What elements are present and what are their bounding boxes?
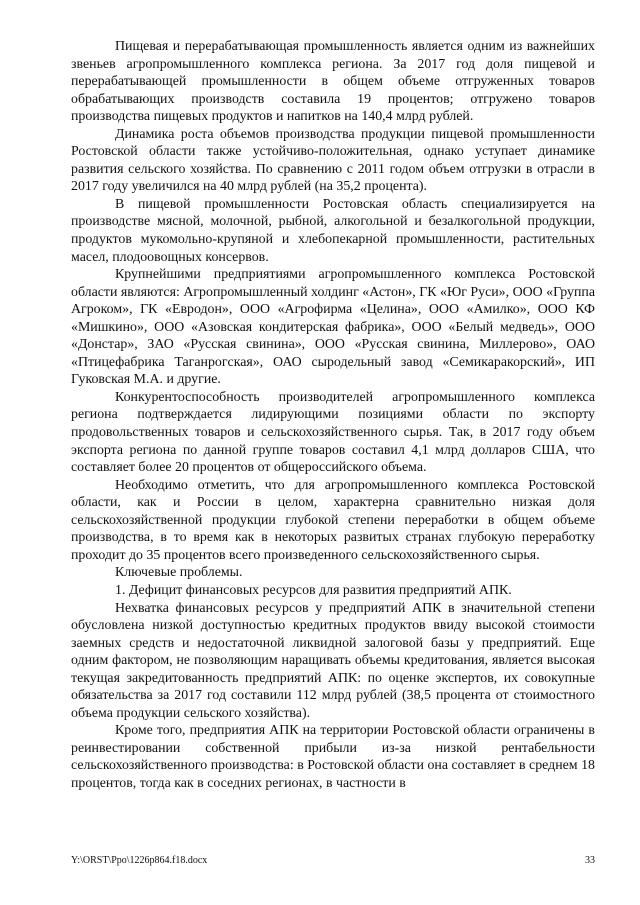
page-number: 33 [585, 855, 595, 866]
paragraph-financial-shortage: Нехватка финансовых ресурсов у предприятий АПК в значительной степени обусловлена низкой доступностью кредитных продуктов ввиду высокой стоимости заемных средств и недостаточной ликвидной залоговой базы у предприятий. Еще одним фактором, не позволяющим наращивать объемы кредитования, является высокая текущая закредитованность предприятий АПК: по оценке экспертов, их совокупные обязательства за 2017 год составили 112 млрд рублей (38,5 процента от стоимостного объема продукции сельского хозяйства). [71, 600, 595, 721]
paragraph-deep-processing: Необходимо отметить, что для агропромышленного комплекса Ростовской области, как и России в целом, характерна сравнительно низкая доля сельскохозяйственной продукции глубокой степени переработки в общем объеме производства, в то время как в некоторых развитых странах глубокую переработку проходит до 35 процентов всего произведенного сельскохозяйственного сырья. [71, 477, 595, 563]
paragraph-food-industry: Пищевая и перерабатывающая промышленность является одним из важнейших звеньев агропромышленного комплекса региона. За 2017 год доля пищевой и перерабатывающей промышленности в общем объеме отгруженных товаров обрабатывающих производств составила 19 процентов; отгружено товаров производства пищевых продуктов и напитков на 140,4 млрд рублей. [71, 39, 595, 125]
paragraph-largest-enterprises: Крупнейшими предприятиями агропромышленного комплекса Ростовской области являются: Агропромышленный холдинг «Астон», ГК «Юг Руси», ООО «Группа Агроком», ГК «Евродон», ООО «Агрофирма «Целина», ООО «Амилко», ООО КФ «Мишкино», ООО «Азовская кондитерская фабрика», ООО «Белый медведь», ООО «Донстар», ЗАО «Русская свинина», ООО «Русская свинина, Миллерово», ОАО «Птицефабрика Таганрогская», ОАО сыродельный завод «Семикаракорский», ИП Гуковская М.А. и другие. [71, 267, 595, 388]
paragraph-key-problems-heading: Ключевые проблемы. [115, 565, 243, 581]
paragraph-reinvestment: Кроме того, предприятия АПК на территории Ростовской области ограничены в реинвестировании собственной прибыли из-за низкой рентабельности сельскохозяйственного производства: в Ростовской области она составляет в среднем 18 процентов, тогда как в соседних регионах, в частности в [71, 723, 595, 791]
footer-file-path: Y:\ORST\Ppo\1226p864.f18.docx [71, 855, 208, 866]
document-body [71, 38, 595, 793]
paragraph-problem-1-heading: 1. Дефицит финансовых ресурсов для развития предприятий АПК. [115, 582, 512, 598]
paragraph-growth-dynamics: Динамика роста объемов производства продукции пищевой промышленности Ростовской области также устойчиво-положительная, однако уступает динамике развития сельского хозяйства. По сравнению с 2011 годом объем отгрузки в отрасли в 2017 году увеличился на 40 млрд рублей (на 35,2 процента). [71, 126, 595, 195]
paragraph-specialization: В пищевой промышленности Ростовская область специализируется на производстве мясной, молочной, рыбной, алкогольной и безалкогольной продукции, продуктов мукомольно-крупяной и хлебопекарной промышленности, растительных масел, плодоовощных консервов. [71, 196, 595, 265]
paragraph-competitiveness: Конкурентоспособность производителей агропромышленного комплекса региона подтверждается лидирующими позициями области по экспорту продовольственных товаров и сельскохозяйственного сырья. Так, в 2017 году объем экспорта региона по данной группе товаров составил 4,1 млрд долларов США, что составляет более 20 процентов от общероссийского объема. [71, 389, 595, 476]
